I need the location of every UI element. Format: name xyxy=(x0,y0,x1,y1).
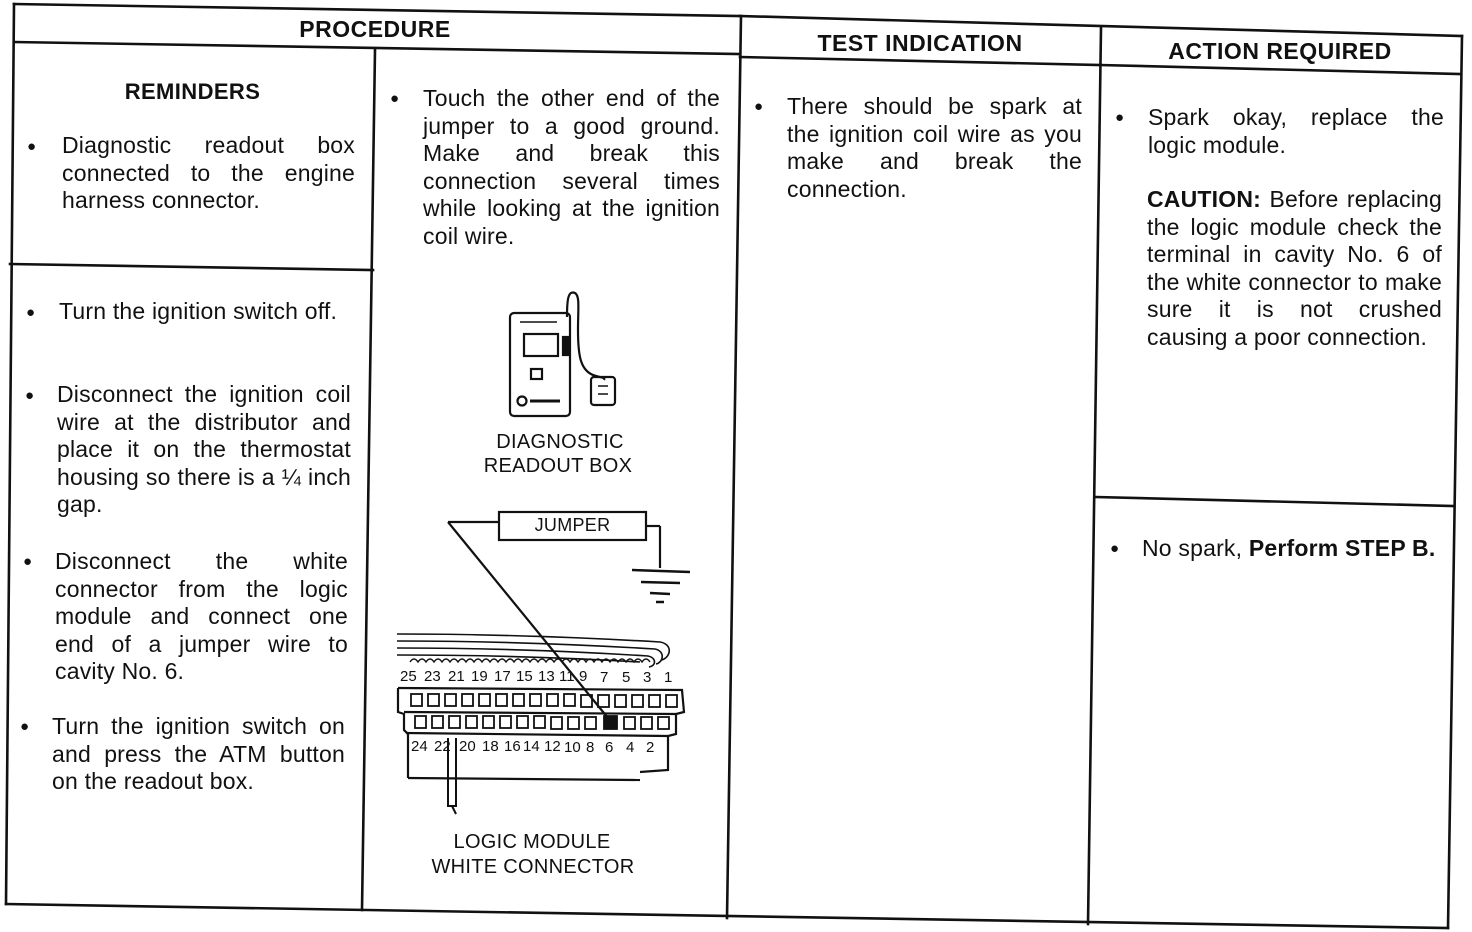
bullet-icon: ● xyxy=(754,98,764,115)
cavity-number: 8 xyxy=(586,739,595,756)
header-action-required: ACTION REQUIRED xyxy=(1168,38,1392,64)
readout-caption-line2: READOUT BOX xyxy=(483,455,633,477)
bullet-icon: ● xyxy=(25,387,35,404)
action-no-spark xyxy=(1142,535,1442,563)
cavity-number: 4 xyxy=(626,739,635,756)
action-caution xyxy=(1147,186,1442,351)
cavity-number: 10 xyxy=(564,739,581,756)
cavity-number: 22 xyxy=(434,738,451,755)
cavity-number: 11 xyxy=(559,668,575,685)
cavity-number: 17 xyxy=(494,668,511,685)
no-spark-prefix: No spark, xyxy=(1142,535,1243,561)
procedure-ground-step: Touch the other end of the jumper to a good ground. Make and break this connection several times while looking at the ignition coil wire. xyxy=(423,85,720,249)
cavity-number: 19 xyxy=(471,668,488,685)
cavity-number: 15 xyxy=(516,668,533,685)
cavity-number: 12 xyxy=(544,738,561,755)
bullet-icon: ● xyxy=(23,553,33,570)
cavity-number: 18 xyxy=(482,738,499,755)
cavity-number: 6 xyxy=(605,739,614,756)
caution-text: Before replacing the logic module check the terminal in cavity No. 6 of the white connector to make sure it is not crushed causing a poor connection. xyxy=(1147,186,1442,350)
cavity-number: 1 xyxy=(664,669,673,686)
cavity-number: 7 xyxy=(600,669,609,686)
action-spark-okay: Spark okay, replace the logic module. xyxy=(1148,104,1444,158)
cavity-number: 13 xyxy=(538,668,555,685)
readout-caption-line1: DIAGNOSTIC xyxy=(496,431,624,453)
cavity-number: 5 xyxy=(622,669,631,686)
cavity-number: 2 xyxy=(646,739,655,756)
caution-label: CAUTION: xyxy=(1147,186,1262,212)
cavity-number: 20 xyxy=(459,738,476,755)
connector-caption-line1: LOGIC MODULE xyxy=(453,831,611,853)
procedure-step-4: Turn the ignition switch on and press the ATM button on the readout box. xyxy=(52,713,345,794)
perform-step-b: Perform STEP B. xyxy=(1248,535,1436,561)
procedure-step-1: Turn the ignition switch off. xyxy=(59,298,338,324)
cavity-number: 25 xyxy=(400,668,417,685)
cavity-number: 9 xyxy=(579,668,588,685)
header-procedure: PROCEDURE xyxy=(299,16,451,42)
reminders-title: REMINDERS xyxy=(124,79,261,104)
cavity-number: 16 xyxy=(504,738,521,755)
header-test-indication: TEST INDICATION xyxy=(817,30,1023,56)
cavity-number: 14 xyxy=(523,738,540,755)
test-indication-text: There should be spark at the ignition coil wire as you make and break the connection. xyxy=(787,93,1082,202)
cavity-number: 21 xyxy=(448,668,465,685)
bullet-icon: ● xyxy=(27,138,37,155)
bullet-icon: ● xyxy=(1115,109,1125,126)
cavity-number: 3 xyxy=(643,669,652,686)
bullet-icon: ● xyxy=(26,304,36,321)
connector-caption-line2: WHITE CONNECTOR xyxy=(431,856,635,878)
jumper-label: JUMPER xyxy=(534,515,611,535)
procedure-step-2: Disconnect the ignition coil wire at the distributor and place it on the thermostat housing so there is a ¼ inch gap. xyxy=(57,381,351,517)
cavity-number: 24 xyxy=(411,738,428,755)
bullet-icon: ● xyxy=(20,718,30,735)
reminder-item: Diagnostic readout box connected to the engine harness connector. xyxy=(62,132,355,213)
cavity-number: 23 xyxy=(424,668,441,685)
procedure-step-3: Disconnect the white connector from the logic module and connect one end of a jumper wire to cavity No. 6. xyxy=(55,548,348,684)
bullet-icon: ● xyxy=(1110,540,1120,557)
bullet-icon: ● xyxy=(390,90,400,107)
